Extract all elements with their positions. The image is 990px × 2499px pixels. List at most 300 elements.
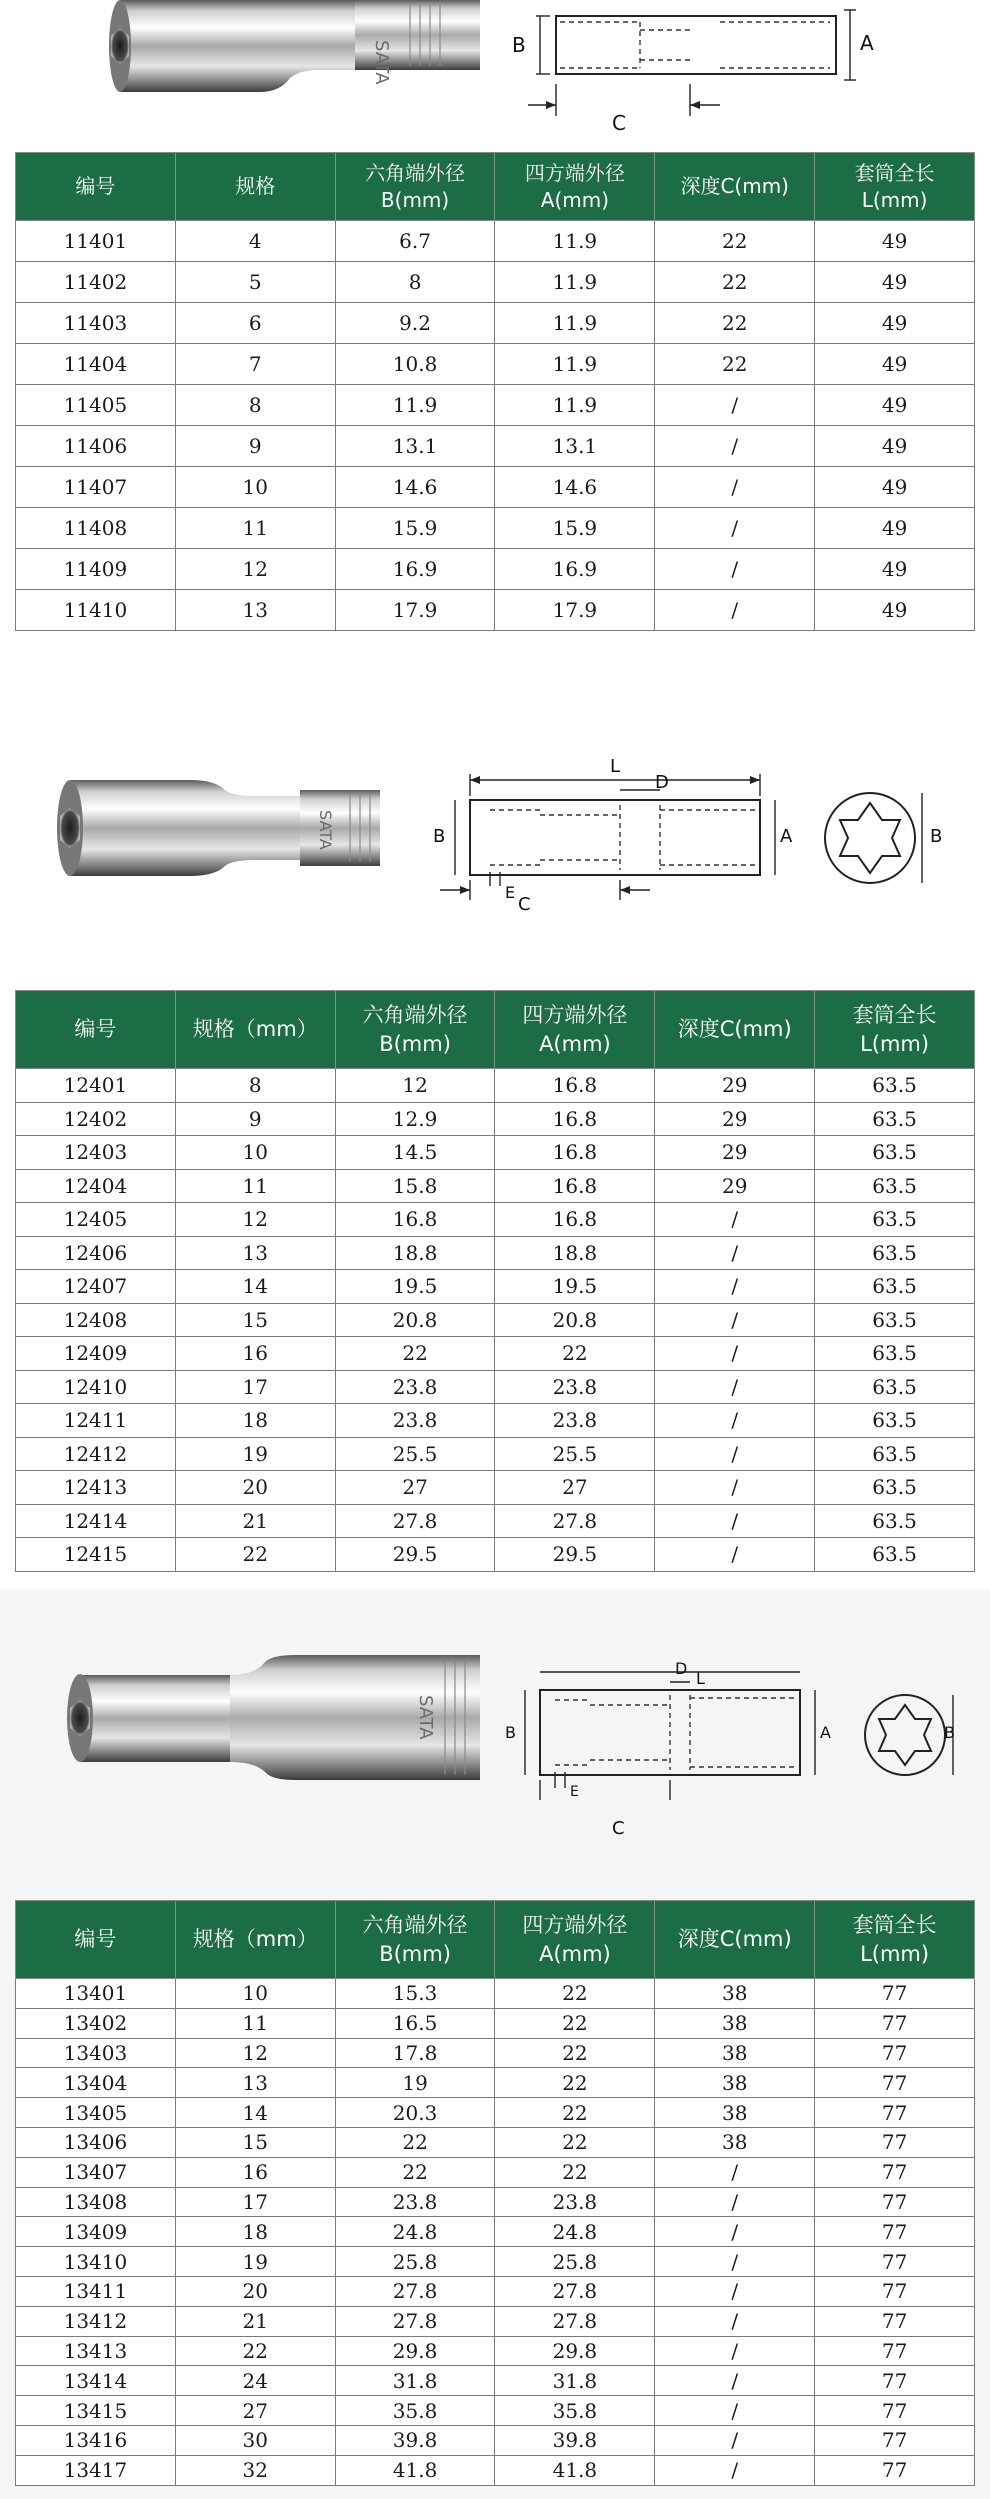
length-cell: 63.5 [815, 1270, 975, 1304]
size-cell: 11 [175, 2008, 335, 2038]
size-cell: 8 [175, 385, 335, 426]
length-cell: 63.5 [815, 1169, 975, 1203]
table-row [16, 1437, 975, 1471]
square-diameter-cell: 31.8 [495, 2366, 655, 2396]
depth-cell: / [655, 426, 815, 467]
square-diameter-cell: 27.8 [495, 1504, 655, 1538]
code-cell: 13413 [16, 2336, 176, 2366]
depth-cell: / [655, 2455, 815, 2485]
length-cell: 63.5 [815, 1538, 975, 1572]
hex-diameter-cell: 14.6 [335, 467, 495, 508]
socket-dimension-drawing [500, 0, 880, 140]
size-cell: 8 [175, 1069, 335, 1103]
size-cell: 22 [175, 1538, 335, 1572]
square-diameter-cell: 16.9 [495, 549, 655, 590]
table-row [16, 426, 975, 467]
table-row [16, 467, 975, 508]
code-cell: 13417 [16, 2455, 176, 2485]
socket-photo [100, 0, 500, 100]
size-cell: 6 [175, 303, 335, 344]
depth-cell: / [655, 1203, 815, 1237]
label-b: B [512, 33, 526, 57]
header-square-diameter: 四方端外径 A(mm) [495, 153, 655, 221]
table-row [16, 1270, 975, 1304]
hex-diameter-cell: 22 [335, 1337, 495, 1371]
depth-cell: / [655, 467, 815, 508]
depth-cell: / [655, 1504, 815, 1538]
size-cell: 14 [175, 1270, 335, 1304]
code-cell: 12413 [16, 1471, 176, 1505]
hex-diameter-cell: 41.8 [335, 2455, 495, 2485]
size-cell: 18 [175, 2217, 335, 2247]
square-diameter-cell: 22 [495, 2008, 655, 2038]
size-cell: 24 [175, 2366, 335, 2396]
series-114-section [0, 0, 990, 640]
size-cell: 7 [175, 344, 335, 385]
hex-diameter-cell: 24.8 [335, 2217, 495, 2247]
header-square-diameter: 四方端外径 A(mm) [495, 1901, 655, 1979]
hex-diameter-cell: 6.7 [335, 221, 495, 262]
table-row [16, 344, 975, 385]
series-124-section [0, 720, 990, 1590]
hex-diameter-cell: 23.8 [335, 1404, 495, 1438]
code-cell: 11410 [16, 590, 176, 631]
header-square-diameter: 四方端外径 A(mm) [495, 991, 655, 1069]
depth-cell: 29 [655, 1102, 815, 1136]
length-cell: 49 [815, 549, 975, 590]
square-diameter-cell: 22 [495, 1337, 655, 1371]
table-row [16, 2276, 975, 2306]
square-diameter-cell: 11.9 [495, 262, 655, 303]
code-cell: 13401 [16, 1979, 176, 2009]
depth-cell: 29 [655, 1169, 815, 1203]
size-cell: 10 [175, 1136, 335, 1170]
label-a: A [820, 1723, 831, 1742]
table-row [16, 1236, 975, 1270]
length-cell: 63.5 [815, 1102, 975, 1136]
table-row [16, 2127, 975, 2157]
code-cell: 12412 [16, 1437, 176, 1471]
table-row [16, 2247, 975, 2277]
hex-diameter-cell: 17.9 [335, 590, 495, 631]
label-b: B [433, 826, 446, 847]
size-cell: 9 [175, 426, 335, 467]
hex-diameter-cell: 22 [335, 2157, 495, 2187]
size-cell: 13 [175, 590, 335, 631]
table-row [16, 2425, 975, 2455]
label-d: D [655, 772, 669, 793]
size-cell: 16 [175, 2157, 335, 2187]
depth-cell: 22 [655, 221, 815, 262]
depth-cell: 38 [655, 2008, 815, 2038]
table-row [16, 1979, 975, 2009]
code-cell: 13411 [16, 2276, 176, 2306]
depth-cell: 38 [655, 2098, 815, 2128]
code-cell: 12408 [16, 1303, 176, 1337]
size-cell: 4 [175, 221, 335, 262]
code-cell: 11409 [16, 549, 176, 590]
square-diameter-cell: 23.8 [495, 2187, 655, 2217]
size-cell: 11 [175, 1169, 335, 1203]
depth-cell: 22 [655, 344, 815, 385]
table-row [16, 1136, 975, 1170]
table-row [16, 2038, 975, 2068]
length-cell: 49 [815, 303, 975, 344]
code-cell: 13416 [16, 2425, 176, 2455]
size-cell: 12 [175, 1203, 335, 1237]
depth-cell: / [655, 385, 815, 426]
socket-dimension-drawing [430, 756, 943, 915]
depth-cell: / [655, 2247, 815, 2277]
size-cell: 13 [175, 1236, 335, 1270]
depth-cell: 29 [655, 1069, 815, 1103]
code-cell: 11404 [16, 344, 176, 385]
hex-diameter-cell: 15.3 [335, 1979, 495, 2009]
hex-diameter-cell: 16.5 [335, 2008, 495, 2038]
table-row [16, 1337, 975, 1371]
hex-diameter-cell: 25.8 [335, 2247, 495, 2277]
code-cell: 12407 [16, 1270, 176, 1304]
table-row [16, 590, 975, 631]
table-row [16, 2157, 975, 2187]
square-diameter-cell: 29.5 [495, 1538, 655, 1572]
hex-diameter-cell: 16.9 [335, 549, 495, 590]
length-cell: 49 [815, 344, 975, 385]
code-cell: 12415 [16, 1538, 176, 1572]
size-cell: 15 [175, 2127, 335, 2157]
table-row [16, 1538, 975, 1572]
brand-mark: SATA [371, 40, 392, 85]
length-cell: 77 [815, 2247, 975, 2277]
table-row [16, 1169, 975, 1203]
square-diameter-cell: 20.8 [495, 1303, 655, 1337]
table-row [16, 2396, 975, 2426]
size-cell: 15 [175, 1303, 335, 1337]
table-row [16, 1069, 975, 1103]
length-cell: 77 [815, 2425, 975, 2455]
size-cell: 32 [175, 2455, 335, 2485]
length-cell: 63.5 [815, 1203, 975, 1237]
size-cell: 10 [175, 467, 335, 508]
label-e: E [570, 1784, 579, 1800]
square-diameter-cell: 25.5 [495, 1437, 655, 1471]
hex-diameter-cell: 8 [335, 262, 495, 303]
code-cell: 13414 [16, 2366, 176, 2396]
hex-diameter-cell: 10.8 [335, 344, 495, 385]
code-cell: 11402 [16, 262, 176, 303]
length-cell: 77 [815, 2068, 975, 2098]
size-cell: 22 [175, 2336, 335, 2366]
length-cell: 49 [815, 508, 975, 549]
header-hex-diameter: 六角端外径 B(mm) [335, 1901, 495, 1979]
code-cell: 13403 [16, 2038, 176, 2068]
length-cell: 63.5 [815, 1303, 975, 1337]
square-diameter-cell: 39.8 [495, 2425, 655, 2455]
square-diameter-cell: 29.8 [495, 2336, 655, 2366]
hex-diameter-cell: 14.5 [335, 1136, 495, 1170]
code-cell: 13402 [16, 2008, 176, 2038]
table-row [16, 1303, 975, 1337]
depth-cell: / [655, 2157, 815, 2187]
length-cell: 63.5 [815, 1136, 975, 1170]
depth-cell: / [655, 2425, 815, 2455]
size-cell: 12 [175, 549, 335, 590]
size-cell: 17 [175, 1370, 335, 1404]
hex-diameter-cell: 27.8 [335, 2276, 495, 2306]
table-row [16, 1102, 975, 1136]
hex-diameter-cell: 19 [335, 2068, 495, 2098]
series-134-section [0, 1590, 990, 2499]
length-cell: 77 [815, 2098, 975, 2128]
hex-diameter-cell: 12.9 [335, 1102, 495, 1136]
hex-diameter-cell: 27.8 [335, 2306, 495, 2336]
size-cell: 27 [175, 2396, 335, 2426]
square-diameter-cell: 23.8 [495, 1370, 655, 1404]
code-cell: 13410 [16, 2247, 176, 2277]
code-cell: 12411 [16, 1404, 176, 1438]
square-diameter-cell: 22 [495, 2098, 655, 2128]
square-diameter-cell: 25.8 [495, 2247, 655, 2277]
size-cell: 12 [175, 2038, 335, 2068]
header-code: 编号 [16, 1901, 176, 1979]
header-code: 编号 [16, 991, 176, 1069]
square-diameter-cell: 17.9 [495, 590, 655, 631]
hex-diameter-cell: 39.8 [335, 2425, 495, 2455]
label-e: E [505, 883, 516, 902]
length-cell: 49 [815, 385, 975, 426]
brand-mark: SATA [415, 1695, 436, 1740]
square-diameter-cell: 11.9 [495, 385, 655, 426]
header-size: 规格（mm） [175, 991, 335, 1069]
length-cell: 77 [815, 2306, 975, 2336]
table-row [16, 549, 975, 590]
spec-table-124 [15, 990, 975, 1572]
depth-cell: / [655, 2217, 815, 2247]
depth-cell: / [655, 1303, 815, 1337]
square-diameter-cell: 18.8 [495, 1236, 655, 1270]
header-hex-diameter: 六角端外径 B(mm) [335, 991, 495, 1069]
depth-cell: 38 [655, 2127, 815, 2157]
header-length: 套筒全长 L(mm) [815, 153, 975, 221]
square-diameter-cell: 11.9 [495, 344, 655, 385]
code-cell: 11407 [16, 467, 176, 508]
depth-cell: / [655, 508, 815, 549]
table-row [16, 2187, 975, 2217]
depth-cell: / [655, 1471, 815, 1505]
length-cell: 77 [815, 2127, 975, 2157]
length-cell: 49 [815, 426, 975, 467]
code-cell: 13409 [16, 2217, 176, 2247]
size-cell: 30 [175, 2425, 335, 2455]
square-diameter-cell: 35.8 [495, 2396, 655, 2426]
header-size: 规格 [175, 153, 335, 221]
code-cell: 11403 [16, 303, 176, 344]
header-depth: 深度C(mm) [655, 153, 815, 221]
table-row [16, 1504, 975, 1538]
hex-diameter-cell: 13.1 [335, 426, 495, 467]
code-cell: 13405 [16, 2098, 176, 2128]
code-cell: 12406 [16, 1236, 176, 1270]
header-code: 编号 [16, 153, 176, 221]
length-cell: 49 [815, 262, 975, 303]
table-row [16, 2008, 975, 2038]
code-cell: 12409 [16, 1337, 176, 1371]
code-cell: 13407 [16, 2157, 176, 2187]
length-cell: 49 [815, 590, 975, 631]
table-row [16, 2366, 975, 2396]
size-cell: 5 [175, 262, 335, 303]
header-depth: 深度C(mm) [655, 1901, 815, 1979]
depth-cell: 38 [655, 1979, 815, 2009]
length-cell: 49 [815, 221, 975, 262]
table-row [16, 1471, 975, 1505]
hex-diameter-cell: 23.8 [335, 1370, 495, 1404]
length-cell: 77 [815, 2396, 975, 2426]
length-cell: 77 [815, 2217, 975, 2247]
square-diameter-cell: 41.8 [495, 2455, 655, 2485]
depth-cell: / [655, 1270, 815, 1304]
size-cell: 16 [175, 1337, 335, 1371]
length-cell: 77 [815, 2366, 975, 2396]
spec-table-114 [15, 152, 975, 631]
depth-cell: 38 [655, 2068, 815, 2098]
brand-mark: SATA [316, 810, 335, 850]
depth-cell: / [655, 590, 815, 631]
square-diameter-cell: 27.8 [495, 2306, 655, 2336]
depth-cell: / [655, 1236, 815, 1270]
length-cell: 63.5 [815, 1236, 975, 1270]
size-cell: 20 [175, 1471, 335, 1505]
table-row [16, 221, 975, 262]
length-cell: 77 [815, 2187, 975, 2217]
label-d: D [675, 1659, 688, 1678]
code-cell: 12405 [16, 1203, 176, 1237]
header-length: 套筒全长 L(mm) [815, 991, 975, 1069]
depth-cell: / [655, 2306, 815, 2336]
label-b-hex: B [944, 1723, 955, 1742]
length-cell: 63.5 [815, 1370, 975, 1404]
label-a: A [780, 826, 793, 847]
table-row [16, 1370, 975, 1404]
code-cell: 12401 [16, 1069, 176, 1103]
depth-cell: / [655, 1437, 815, 1471]
size-cell: 19 [175, 2247, 335, 2277]
code-cell: 11406 [16, 426, 176, 467]
code-cell: 12403 [16, 1136, 176, 1170]
code-cell: 13412 [16, 2306, 176, 2336]
hex-diameter-cell: 27 [335, 1471, 495, 1505]
header-hex-diameter: 六角端外径 B(mm) [335, 153, 495, 221]
depth-cell: / [655, 2187, 815, 2217]
length-cell: 77 [815, 2276, 975, 2306]
header-depth: 深度C(mm) [655, 991, 815, 1069]
table-row [16, 508, 975, 549]
code-cell: 12414 [16, 1504, 176, 1538]
header-length: 套筒全长 L(mm) [815, 1901, 975, 1979]
hex-diameter-cell: 19.5 [335, 1270, 495, 1304]
length-cell: 63.5 [815, 1471, 975, 1505]
square-diameter-cell: 19.5 [495, 1270, 655, 1304]
hex-diameter-cell: 29.5 [335, 1538, 495, 1572]
table-row [16, 2098, 975, 2128]
length-cell: 77 [815, 2336, 975, 2366]
socket-photo [50, 1650, 500, 1790]
depth-cell: / [655, 2366, 815, 2396]
depth-cell: / [655, 2396, 815, 2426]
hex-diameter-cell: 20.8 [335, 1303, 495, 1337]
hex-diameter-cell: 23.8 [335, 2187, 495, 2217]
depth-cell: 22 [655, 262, 815, 303]
socket-photo [40, 760, 440, 890]
length-cell: 77 [815, 2157, 975, 2187]
table-row [16, 2455, 975, 2485]
hex-diameter-cell: 12 [335, 1069, 495, 1103]
label-b-hex: B [930, 826, 943, 847]
square-diameter-cell: 15.9 [495, 508, 655, 549]
square-diameter-cell: 16.8 [495, 1136, 655, 1170]
square-diameter-cell: 16.8 [495, 1169, 655, 1203]
code-cell: 11401 [16, 221, 176, 262]
depth-cell: / [655, 549, 815, 590]
table-row [16, 1404, 975, 1438]
hex-diameter-cell: 31.8 [335, 2366, 495, 2396]
label-c: C [612, 111, 626, 135]
length-cell: 63.5 [815, 1504, 975, 1538]
hex-diameter-cell: 22 [335, 2127, 495, 2157]
hex-diameter-cell: 17.8 [335, 2038, 495, 2068]
label-l: L [610, 756, 621, 777]
depth-cell: / [655, 1337, 815, 1371]
table-row [16, 2336, 975, 2366]
table-row [16, 2306, 975, 2336]
size-cell: 21 [175, 1504, 335, 1538]
table-row [16, 2217, 975, 2247]
square-diameter-cell: 22 [495, 2038, 655, 2068]
depth-cell: 29 [655, 1136, 815, 1170]
code-cell: 11405 [16, 385, 176, 426]
hex-diameter-cell: 15.9 [335, 508, 495, 549]
size-cell: 10 [175, 1979, 335, 2009]
code-cell: 13415 [16, 2396, 176, 2426]
code-cell: 12404 [16, 1169, 176, 1203]
table-row [16, 2068, 975, 2098]
label-l: L [696, 1669, 705, 1688]
hex-diameter-cell: 27.8 [335, 1504, 495, 1538]
table-row [16, 262, 975, 303]
length-cell: 77 [815, 2038, 975, 2068]
table-row [16, 303, 975, 344]
square-diameter-cell: 22 [495, 1979, 655, 2009]
size-cell: 20 [175, 2276, 335, 2306]
size-cell: 19 [175, 1437, 335, 1471]
square-diameter-cell: 16.8 [495, 1102, 655, 1136]
length-cell: 77 [815, 1979, 975, 2009]
square-diameter-cell: 13.1 [495, 426, 655, 467]
length-cell: 77 [815, 2008, 975, 2038]
size-cell: 13 [175, 2068, 335, 2098]
square-diameter-cell: 16.8 [495, 1069, 655, 1103]
square-diameter-cell: 27 [495, 1471, 655, 1505]
hex-diameter-cell: 29.8 [335, 2336, 495, 2366]
depth-cell: / [655, 2276, 815, 2306]
hex-diameter-cell: 25.5 [335, 1437, 495, 1471]
size-cell: 9 [175, 1102, 335, 1136]
table-row [16, 1203, 975, 1237]
size-cell: 21 [175, 2306, 335, 2336]
length-cell: 63.5 [815, 1069, 975, 1103]
hex-diameter-cell: 15.8 [335, 1169, 495, 1203]
length-cell: 77 [815, 2455, 975, 2485]
